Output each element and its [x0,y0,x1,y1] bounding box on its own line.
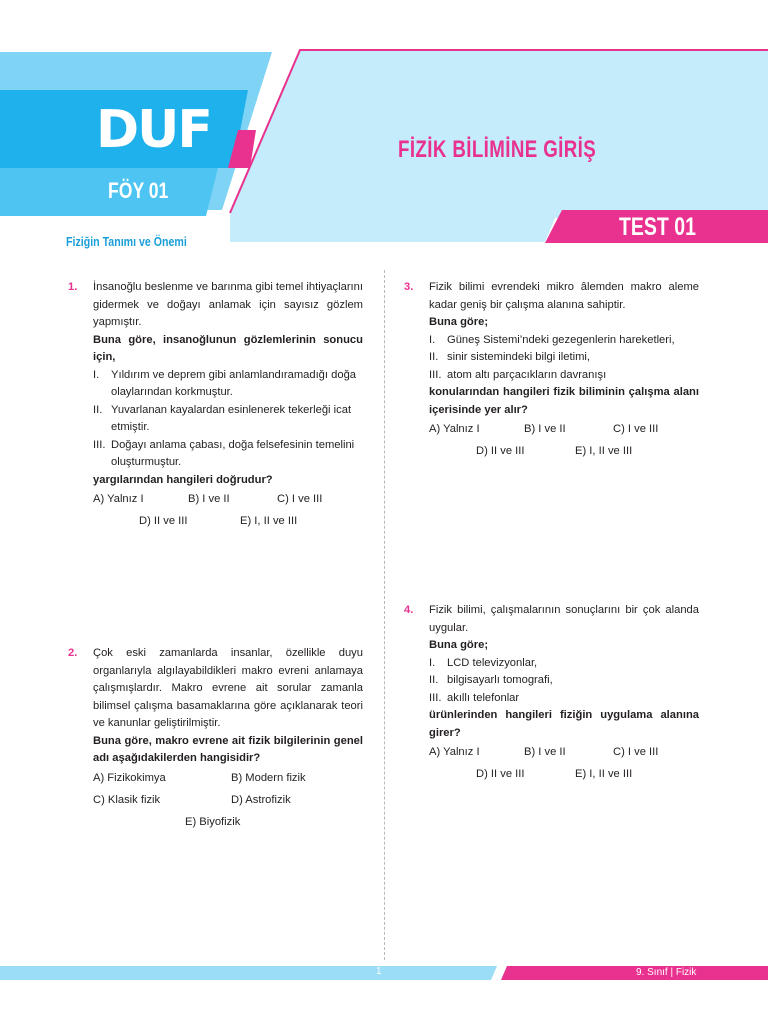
question-ask: Buna göre, makro evrene ait fizik bilgilerinin genel adı aşağıdakilerden hangisidir? [93,734,363,764]
roman-numeral: II. [429,674,439,686]
footer-label: 9. Sınıf | Fizik [636,967,697,978]
options-row [429,744,699,764]
roman-numeral: I. [93,368,100,381]
column-divider [384,270,385,960]
options-row [429,421,699,441]
options-row [93,792,363,812]
option-c[interactable]: C) Klasik fizik [93,793,161,806]
options-row [429,443,699,463]
roman-numeral: I. [429,333,436,346]
option-d[interactable]: D) II ve III [139,515,188,527]
option-d[interactable]: D) II ve III [476,768,525,780]
roman-numeral: II. [93,403,103,416]
option-b[interactable]: B) I ve II [524,423,566,435]
options-row [93,770,363,790]
question-stem: Fizik bilimi, çalışmalarının sonuçlarını bir çok alanda uygular. [429,604,699,634]
statement-item [429,332,699,350]
option-e[interactable]: E) I, II ve III [575,445,633,457]
statement-text: Güneş Sistemi’ndeki gezegenlerin hareketleri, [447,333,675,346]
question-stem: Fizik bilimi evrendeki mikro âlemden makro aleme kadar geniş bir çalışma alanına sahiptir. [429,281,699,311]
statement-text: sinir sistemindeki bilgi iletimi, [447,351,590,363]
statement-text: Doğayı anlama çabası, doğa felsefesinin temelini oluşturmuştur. [111,438,355,468]
statement-text: atom altı parçacıkların davranışı [447,368,607,381]
question-number: 2. [68,647,78,659]
options-row [429,766,699,786]
statement-text: Yıldırım ve deprem gibi anlamlandıramadığı doğa olaylarından korkmuştur. [111,368,357,398]
unit-title: FİZİK BİLİMİNE GİRİŞ [398,136,597,163]
question-stem: İnsanoğlu beslenme ve barınma gibi temel ihtiyaçlarını gidermek ve doğayı anlamak için sayısız gözlem yapmıştır. [93,281,363,328]
option-a[interactable]: A) Yalnız I [93,493,144,505]
subtopic-title: Fiziğin Tanımı ve Önemi [66,235,187,249]
statement-text: Yuvarlanan kayalardan esinlenerek tekerleği icat etmiştir. [111,403,352,433]
roman-numeral: II. [429,351,439,363]
option-a[interactable]: A) Fizikokimya [93,771,166,784]
question-1 [68,279,363,533]
option-b[interactable]: B) Modern fizik [231,771,306,784]
option-e[interactable]: E) I, II ve III [575,768,633,780]
test-label: TEST 01 [619,213,696,241]
option-b[interactable]: B) I ve II [524,746,566,758]
question-3 [404,279,699,463]
roman-numeral: III. [429,368,442,381]
statement-item [93,367,363,402]
question-ask: yargılarından hangileri doğrudur? [93,473,273,486]
question-number: 4. [404,604,414,616]
statement-text: bilgisayarlı tomografi, [447,674,553,686]
roman-numeral: I. [429,656,436,669]
footer-blue-bar [0,966,497,980]
statement-item [429,672,699,690]
question-lead: Buna göre, insanoğlunun gözlemlerinin sonucu için, [93,333,363,363]
roman-numeral: III. [429,691,442,704]
option-c[interactable]: C) I ve III [277,493,323,505]
options-row [93,814,363,834]
question-lead: Buna göre; [429,316,489,328]
question-lead: Buna göre; [429,639,489,651]
question-number: 3. [404,281,414,293]
option-c[interactable]: C) I ve III [613,746,659,758]
option-a[interactable]: A) Yalnız I [429,423,480,435]
question-stem: Çok eski zamanlarda insanlar, özellikle duyu organlarıyla algılayabildikleri makro evreni anlamaya çalışmışlardır. Makro evrene ait sorular zamanla bilimsel çalışma basamaklarına göre açıklanarak teori ve kanunlar geliştirilmiştir. [93,647,363,729]
statement-item [93,402,363,437]
footer-pink-bar [501,966,768,980]
option-c[interactable]: C) I ve III [613,423,659,435]
question-4 [404,602,699,786]
statement-text: LCD televizyonlar, [447,656,538,669]
statement-text: akıllı telefonlar [447,691,520,704]
foy-label: FÖY 01 [108,178,169,203]
question-number: 1. [68,281,78,293]
options-row [93,513,363,533]
statement-item [93,437,363,472]
question-ask: ürünlerinden hangileri fiziğin uygulama alanına girer? [429,709,699,739]
option-e[interactable]: E) Biyofizik [185,815,241,828]
option-a[interactable]: A) Yalnız I [429,746,480,758]
question-2 [68,645,363,834]
question-ask: konularından hangileri fizik biliminin çalışma alanı içerisinde yer alır? [429,386,699,416]
statement-item [429,690,699,708]
statement-item [429,367,699,385]
statement-item [429,349,699,367]
option-e[interactable]: E) I, II ve III [240,515,298,527]
page-number: 1 [376,966,382,977]
statement-item [429,655,699,673]
options-row [93,491,363,511]
brand-logo: DUF [96,100,211,160]
option-b[interactable]: B) I ve II [188,493,230,505]
option-d[interactable]: D) Astrofizik [231,793,291,806]
roman-numeral: III. [93,438,106,451]
option-d[interactable]: D) II ve III [476,445,525,457]
